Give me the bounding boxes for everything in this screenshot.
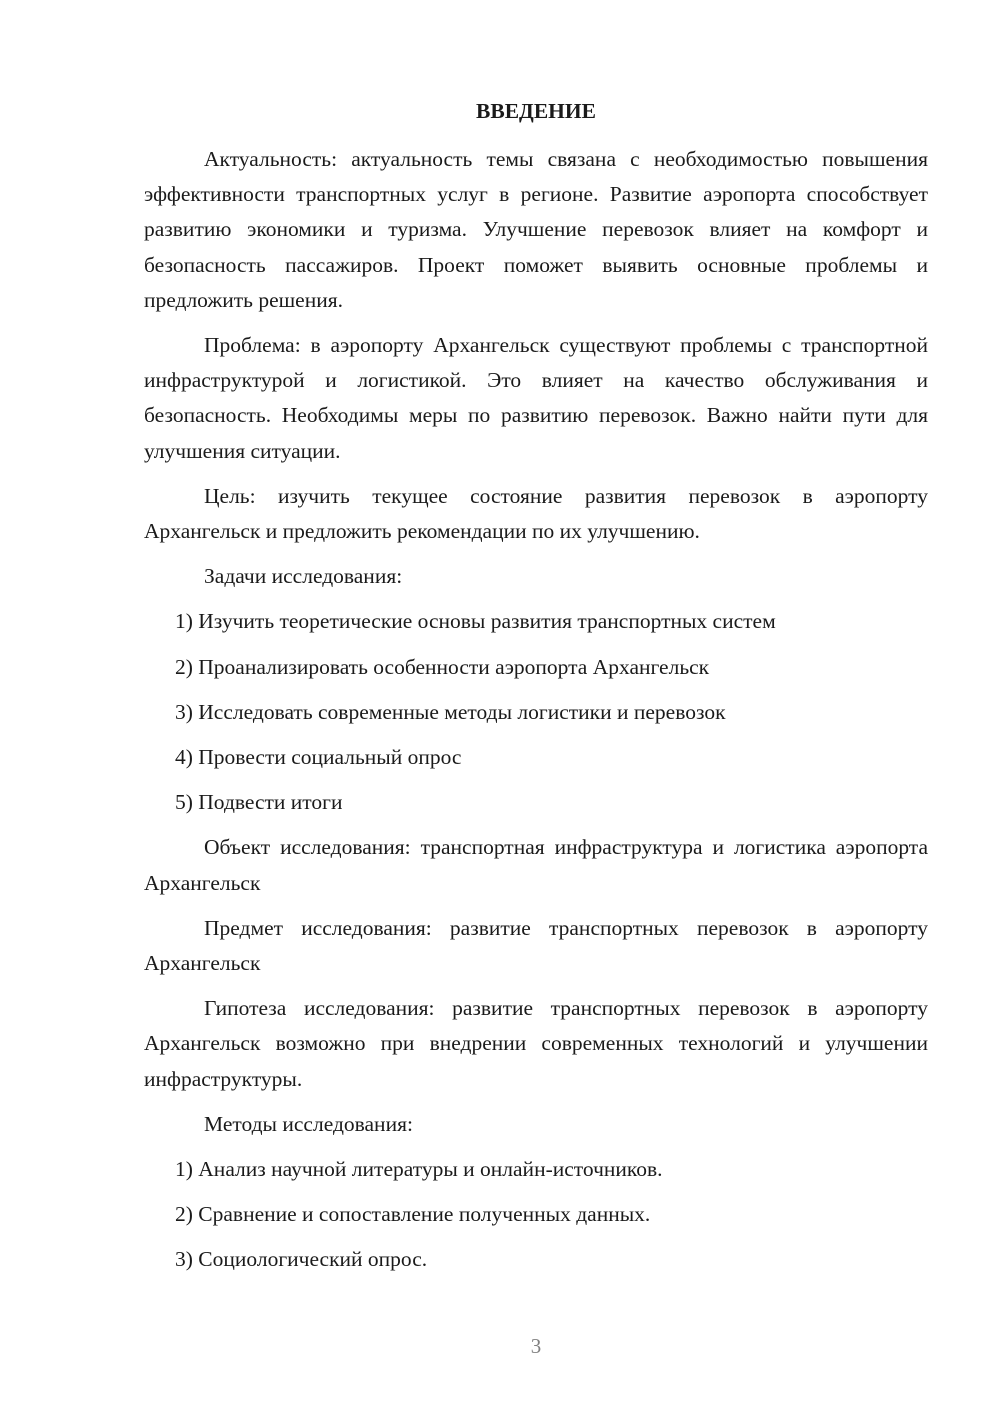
tasks-heading: Задачи исследования: — [204, 564, 403, 589]
task-item: 4) Провести социальный опрос — [175, 745, 462, 770]
hypothesis-paragraph: Гипотеза исследования: развитие транспортных перевозок в аэропорту Архангельск возможно при внедрении современных технологий и улучшении инфраструктуры. — [144, 996, 928, 1091]
method-item: 2) Сравнение и сопоставление полученных данных. — [175, 1202, 651, 1227]
document-page — [144, 92, 928, 1288]
method-item: 1) Анализ научной литературы и онлайн-источников. — [175, 1157, 663, 1182]
task-item: 1) Изучить теоретические основы развития транспортных систем — [175, 609, 776, 634]
object-paragraph: Объект исследования: транспортная инфраструктура и логистика аэропорта Архангельск — [144, 835, 928, 895]
relevance-paragraph: Актуальность: актуальность темы связана с необходимостью повышения эффективности транспортных услуг в регионе. Развитие аэропорта способствует развитию экономики и туризма. Улучшение перевозок влияет на комфорт и безопасность пассажиров. Проект поможет выявить основные проблемы и предложить решения. — [144, 147, 928, 312]
task-item: 2) Проанализировать особенности аэропорта Архангельск — [175, 654, 710, 679]
problem-paragraph: Проблема: в аэропорту Архангельск существуют проблемы с транспортной инфраструктурой и логистикой. Это влияет на качество обслуживания и безопасность. Необходимы меры по развитию перевозок. Важно найти пути для улучшения ситуации. — [144, 333, 928, 463]
task-item: 3) Исследовать современные методы логистики и перевозок — [175, 699, 726, 724]
page-title: ВВЕДЕНИЕ — [476, 99, 596, 123]
subject-paragraph: Предмет исследования: развитие транспортных перевозок в аэропорту Архангельск — [144, 915, 928, 976]
goal-paragraph: Цель: изучить текущее состояние развития перевозок в аэропорту Архангельск и предложить рекомендации по их улучшению. — [144, 483, 928, 544]
page-number: 3 — [530, 1334, 542, 1358]
method-item: 3) Социологический опрос. — [175, 1247, 428, 1272]
task-item: 5) Подвести итоги — [175, 790, 343, 815]
methods-heading: Методы исследования: — [204, 1111, 413, 1136]
